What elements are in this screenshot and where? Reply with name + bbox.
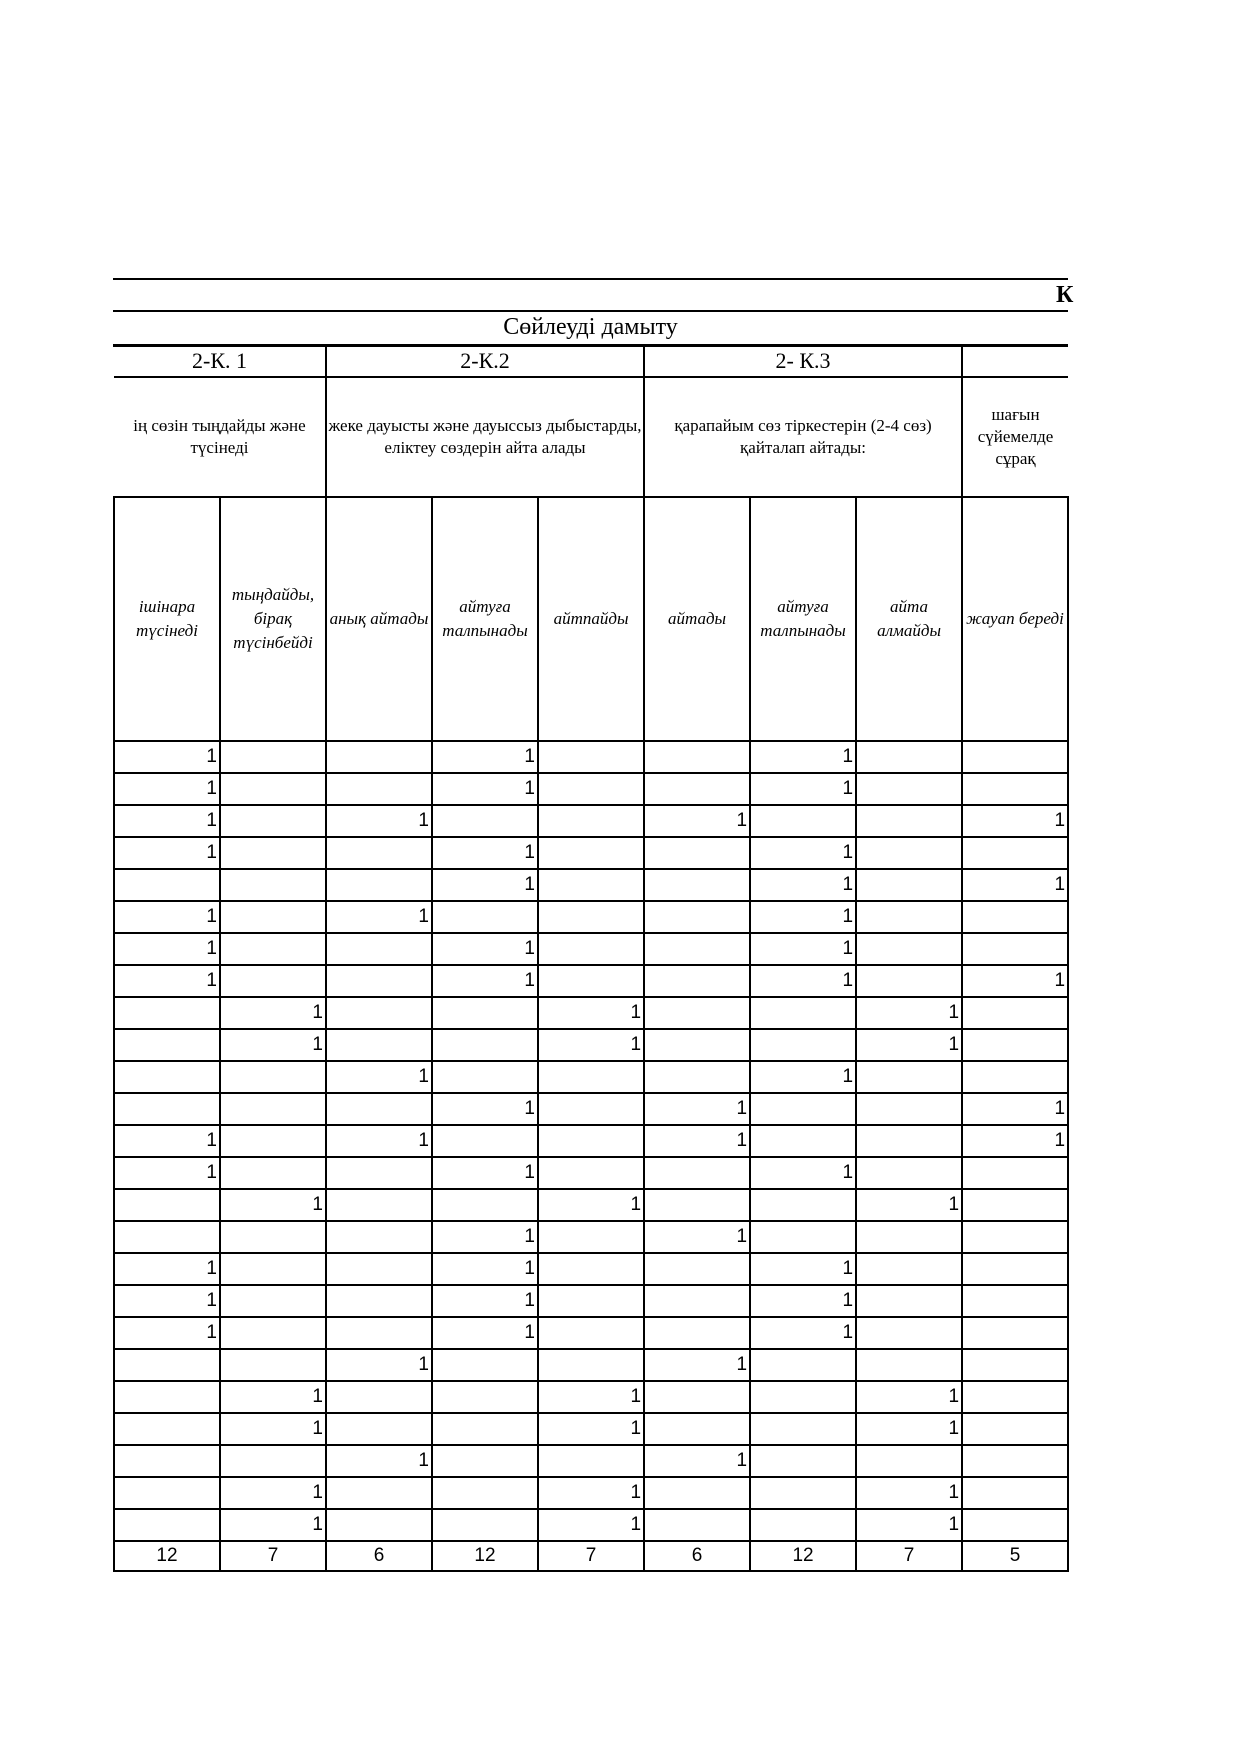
table-cell (962, 741, 1068, 773)
table-cell (432, 805, 538, 837)
table-cell (114, 1029, 220, 1061)
table-cell (114, 1413, 220, 1445)
assessment-table (113, 344, 1069, 1572)
table-cell (538, 1445, 644, 1477)
table-cell (644, 901, 750, 933)
table-cell: 1 (326, 1061, 432, 1093)
total-cell: 7 (538, 1541, 644, 1571)
table-cell (114, 1445, 220, 1477)
table-cell (326, 1221, 432, 1253)
group-description-1: ің сөзін тыңдайды және түсінеді (114, 377, 326, 497)
assessment-table-wrap (113, 344, 1068, 1564)
table-cell: 1 (114, 837, 220, 869)
table-cell: 1 (962, 869, 1068, 901)
table-cell: 1 (750, 1253, 856, 1285)
table-cell: 1 (962, 805, 1068, 837)
table-cell: 1 (644, 1125, 750, 1157)
table-cell (856, 773, 962, 805)
table-cell: 1 (644, 1349, 750, 1381)
table-cell (538, 901, 644, 933)
table-cell (538, 1349, 644, 1381)
table-cell: 1 (750, 741, 856, 773)
table-cell (856, 1125, 962, 1157)
table-cell (750, 805, 856, 837)
table-cell: 1 (220, 997, 326, 1029)
table-cell (856, 1445, 962, 1477)
table-cell (432, 1189, 538, 1221)
column-header: айтуға талпынады (432, 497, 538, 741)
table-cell (750, 1029, 856, 1061)
table-cell (432, 1349, 538, 1381)
table-cell: 1 (114, 805, 220, 837)
table-cell (220, 1061, 326, 1093)
table-cell (962, 901, 1068, 933)
section-title: Сөйлеуді дамыту (503, 314, 678, 340)
table-cell (856, 965, 962, 997)
table-cell (856, 805, 962, 837)
table-cell (220, 933, 326, 965)
table-cell (432, 1381, 538, 1413)
column-header: анық айтады (326, 497, 432, 741)
table-cell: 1 (750, 1317, 856, 1349)
table-cell (114, 1477, 220, 1509)
table-cell: 1 (644, 805, 750, 837)
table-cell (538, 1125, 644, 1157)
table-cell: 1 (856, 1381, 962, 1413)
table-row (114, 773, 1068, 805)
table-cell (962, 1445, 1068, 1477)
table-cell: 1 (114, 1253, 220, 1285)
table-cell: 1 (114, 1317, 220, 1349)
table-cell: 1 (114, 741, 220, 773)
table-cell (326, 1477, 432, 1509)
table-cell: 1 (432, 933, 538, 965)
section-band (113, 310, 1068, 347)
group-description-2: жеке дауысты және дауыссыз дыбыстарды, еліктеу сөздерін айта алады (326, 377, 644, 497)
group-code-3: 2- К.3 (644, 345, 962, 377)
table-cell (220, 1317, 326, 1349)
table-cell: 1 (856, 1509, 962, 1541)
table-cell: 1 (962, 1093, 1068, 1125)
table-cell (220, 869, 326, 901)
table-cell (856, 901, 962, 933)
table-cell (750, 1125, 856, 1157)
table-cell: 1 (750, 1061, 856, 1093)
column-header: айтады (644, 497, 750, 741)
table-cell (856, 1349, 962, 1381)
group-description-3: қарапайым сөз тіркестерін (2-4 сөз) қайталап айтады: (644, 377, 962, 497)
table-cell (326, 1509, 432, 1541)
table-cell (644, 933, 750, 965)
table-cell (644, 1061, 750, 1093)
table-cell (220, 965, 326, 997)
table-row (114, 1125, 1068, 1157)
table-cell (750, 1477, 856, 1509)
table-cell: 1 (432, 773, 538, 805)
table-cell: 1 (750, 933, 856, 965)
table-row (114, 901, 1068, 933)
table-cell (644, 965, 750, 997)
table-row (114, 1381, 1068, 1413)
table-cell: 1 (538, 1381, 644, 1413)
table-cell: 1 (326, 1349, 432, 1381)
table-cell (114, 869, 220, 901)
table-cell: 1 (432, 837, 538, 869)
table-cell (114, 1349, 220, 1381)
table-cell: 1 (856, 997, 962, 1029)
table-cell (538, 773, 644, 805)
table-cell (856, 1221, 962, 1253)
table-cell (750, 1509, 856, 1541)
table-cell: 1 (644, 1093, 750, 1125)
table-cell (962, 1157, 1068, 1189)
table-cell (538, 1061, 644, 1093)
table-cell: 1 (538, 997, 644, 1029)
table-cell: 1 (432, 869, 538, 901)
table-cell: 1 (220, 1477, 326, 1509)
table-row (114, 1317, 1068, 1349)
table-cell (856, 933, 962, 965)
column-header: айтпайды (538, 497, 644, 741)
group-code-4 (962, 345, 1068, 377)
table-cell: 1 (750, 1285, 856, 1317)
table-cell (326, 741, 432, 773)
table-cell (220, 1253, 326, 1285)
total-cell: 12 (114, 1541, 220, 1571)
table-cell (220, 1125, 326, 1157)
table-cell (962, 1477, 1068, 1509)
table-row (114, 1061, 1068, 1093)
table-row (114, 1445, 1068, 1477)
table-cell (856, 837, 962, 869)
table-cell (432, 1029, 538, 1061)
table-cell: 1 (856, 1413, 962, 1445)
table-cell (326, 1285, 432, 1317)
table-cell (750, 1381, 856, 1413)
table-cell (220, 1349, 326, 1381)
column-header-row (114, 497, 1068, 741)
table-cell (326, 1189, 432, 1221)
table-cell (538, 1317, 644, 1349)
table-cell (432, 1445, 538, 1477)
table-cell (962, 1253, 1068, 1285)
table-cell: 1 (856, 1189, 962, 1221)
table-cell: 1 (326, 805, 432, 837)
table-cell (644, 1253, 750, 1285)
total-cell: 6 (644, 1541, 750, 1571)
table-cell (432, 1477, 538, 1509)
table-cell (962, 773, 1068, 805)
table-cell (962, 1189, 1068, 1221)
table-cell: 1 (220, 1381, 326, 1413)
table-cell: 1 (644, 1445, 750, 1477)
table-cell: 1 (750, 773, 856, 805)
table-cell (326, 837, 432, 869)
table-cell (220, 773, 326, 805)
table-row (114, 1157, 1068, 1189)
table-cell (750, 1093, 856, 1125)
table-cell: 1 (538, 1509, 644, 1541)
table-cell: 1 (432, 1253, 538, 1285)
table-cell: 1 (644, 1221, 750, 1253)
table-cell: 1 (750, 965, 856, 997)
table-cell (220, 1093, 326, 1125)
table-cell (750, 1221, 856, 1253)
table-cell (962, 1413, 1068, 1445)
table-cell (962, 1061, 1068, 1093)
table-cell (114, 1221, 220, 1253)
table-cell: 1 (432, 1317, 538, 1349)
table-cell (962, 1317, 1068, 1349)
table-cell (750, 1349, 856, 1381)
table-cell (114, 1189, 220, 1221)
column-header: айта алмайды (856, 497, 962, 741)
table-cell (856, 1253, 962, 1285)
table-cell (538, 869, 644, 901)
table-cell (644, 869, 750, 901)
table-cell (856, 1093, 962, 1125)
total-cell: 5 (962, 1541, 1068, 1571)
table-cell (326, 1157, 432, 1189)
column-header: айтуға талпынады (750, 497, 856, 741)
table-cell: 1 (220, 1413, 326, 1445)
column-header: тыңдайды, бірақ түсінбейді (220, 497, 326, 741)
table-cell (538, 805, 644, 837)
table-cell (856, 1061, 962, 1093)
table-cell: 1 (432, 1221, 538, 1253)
totals-row (114, 1541, 1068, 1571)
table-row (114, 1189, 1068, 1221)
table-cell (220, 741, 326, 773)
table-cell (856, 741, 962, 773)
top-band (113, 278, 1074, 310)
table-cell (326, 965, 432, 997)
table-cell (538, 933, 644, 965)
table-cell (644, 741, 750, 773)
table-cell (962, 933, 1068, 965)
table-cell: 1 (538, 1189, 644, 1221)
table-cell (856, 869, 962, 901)
table-cell (644, 837, 750, 869)
table-cell: 1 (432, 1285, 538, 1317)
table-cell (644, 1157, 750, 1189)
table-cell (114, 997, 220, 1029)
table-cell (432, 997, 538, 1029)
table-cell (644, 997, 750, 1029)
table-cell (538, 1253, 644, 1285)
total-cell: 12 (432, 1541, 538, 1571)
total-cell: 7 (856, 1541, 962, 1571)
table-cell (538, 965, 644, 997)
table-cell: 1 (538, 1477, 644, 1509)
table-row (114, 805, 1068, 837)
table-cell (326, 1253, 432, 1285)
clipped-heading: К (1056, 282, 1074, 308)
table-cell (114, 1093, 220, 1125)
table-cell (644, 1029, 750, 1061)
group-code-1: 2-К. 1 (114, 345, 326, 377)
table-cell (962, 837, 1068, 869)
table-cell (326, 869, 432, 901)
table-row (114, 997, 1068, 1029)
table-row (114, 1253, 1068, 1285)
table-cell: 1 (962, 1125, 1068, 1157)
table-cell: 1 (114, 1157, 220, 1189)
table-row (114, 1413, 1068, 1445)
table-cell (962, 1349, 1068, 1381)
table-cell: 1 (432, 965, 538, 997)
table-cell: 1 (538, 1029, 644, 1061)
table-cell: 1 (326, 1125, 432, 1157)
table-row (114, 1349, 1068, 1381)
table-cell (856, 1157, 962, 1189)
table-cell (326, 1381, 432, 1413)
table-cell (644, 773, 750, 805)
table-cell (326, 933, 432, 965)
table-cell (326, 1413, 432, 1445)
table-cell: 1 (114, 933, 220, 965)
table-row (114, 1029, 1068, 1061)
table-cell: 1 (220, 1189, 326, 1221)
group-description-row (114, 377, 1068, 497)
table-cell (220, 805, 326, 837)
table-cell: 1 (432, 741, 538, 773)
table-cell (538, 1285, 644, 1317)
table-cell (220, 901, 326, 933)
table-cell: 1 (750, 837, 856, 869)
table-cell (114, 1381, 220, 1413)
table-cell: 1 (220, 1509, 326, 1541)
table-cell (644, 1285, 750, 1317)
table-cell (114, 1509, 220, 1541)
total-cell: 6 (326, 1541, 432, 1571)
table-cell (432, 1061, 538, 1093)
table-cell: 1 (114, 901, 220, 933)
table-row (114, 1221, 1068, 1253)
table-cell (114, 1061, 220, 1093)
column-header: жауап береді (962, 497, 1068, 741)
table-cell (644, 1509, 750, 1541)
table-row (114, 1093, 1068, 1125)
table-cell (750, 1189, 856, 1221)
table-cell (750, 1413, 856, 1445)
table-cell (962, 1509, 1068, 1541)
column-header: ішінара түсінеді (114, 497, 220, 741)
table-cell: 1 (432, 1093, 538, 1125)
table-row (114, 837, 1068, 869)
table-cell (220, 1285, 326, 1317)
table-cell (644, 1189, 750, 1221)
table-cell (962, 1221, 1068, 1253)
table-cell (750, 997, 856, 1029)
table-cell: 1 (962, 965, 1068, 997)
table-cell (538, 837, 644, 869)
table-row (114, 741, 1068, 773)
table-cell (220, 837, 326, 869)
table-cell: 1 (220, 1029, 326, 1061)
table-cell: 1 (856, 1029, 962, 1061)
data-rows (114, 741, 1068, 1541)
table-cell (538, 741, 644, 773)
total-cell: 7 (220, 1541, 326, 1571)
table-row (114, 1477, 1068, 1509)
table-row (114, 933, 1068, 965)
table-cell (432, 1509, 538, 1541)
table-cell (220, 1157, 326, 1189)
table-cell: 1 (750, 1157, 856, 1189)
table-cell (538, 1221, 644, 1253)
table-cell (326, 997, 432, 1029)
table-cell: 1 (114, 1125, 220, 1157)
table-row (114, 1509, 1068, 1541)
group-code-2: 2-К.2 (326, 345, 644, 377)
table-cell (856, 1317, 962, 1349)
table-cell (644, 1477, 750, 1509)
table-cell: 1 (114, 773, 220, 805)
table-cell (326, 773, 432, 805)
table-cell (432, 1125, 538, 1157)
table-cell: 1 (114, 965, 220, 997)
table-cell: 1 (538, 1413, 644, 1445)
table-cell (538, 1157, 644, 1189)
table-cell (750, 1445, 856, 1477)
group-description-4: шағын сүйемелде сұрақ (962, 377, 1068, 497)
table-cell (644, 1413, 750, 1445)
table-cell: 1 (750, 869, 856, 901)
table-cell (538, 1093, 644, 1125)
table-row (114, 965, 1068, 997)
table-cell: 1 (856, 1477, 962, 1509)
table-cell (962, 1029, 1068, 1061)
table-cell (432, 901, 538, 933)
table-cell (856, 1285, 962, 1317)
table-cell (220, 1221, 326, 1253)
total-cell: 12 (750, 1541, 856, 1571)
table-cell: 1 (326, 901, 432, 933)
table-cell (962, 1285, 1068, 1317)
table-cell: 1 (326, 1445, 432, 1477)
table-row (114, 1285, 1068, 1317)
table-cell: 1 (750, 901, 856, 933)
table-cell (644, 1381, 750, 1413)
table-cell: 1 (432, 1157, 538, 1189)
group-code-row (114, 345, 1068, 377)
table-cell (962, 997, 1068, 1029)
table-cell: 1 (114, 1285, 220, 1317)
table-cell (326, 1317, 432, 1349)
table-cell (644, 1317, 750, 1349)
table-cell (432, 1413, 538, 1445)
table-row (114, 869, 1068, 901)
table-cell (962, 1381, 1068, 1413)
table-cell (326, 1093, 432, 1125)
table-cell (220, 1445, 326, 1477)
table-cell (326, 1029, 432, 1061)
